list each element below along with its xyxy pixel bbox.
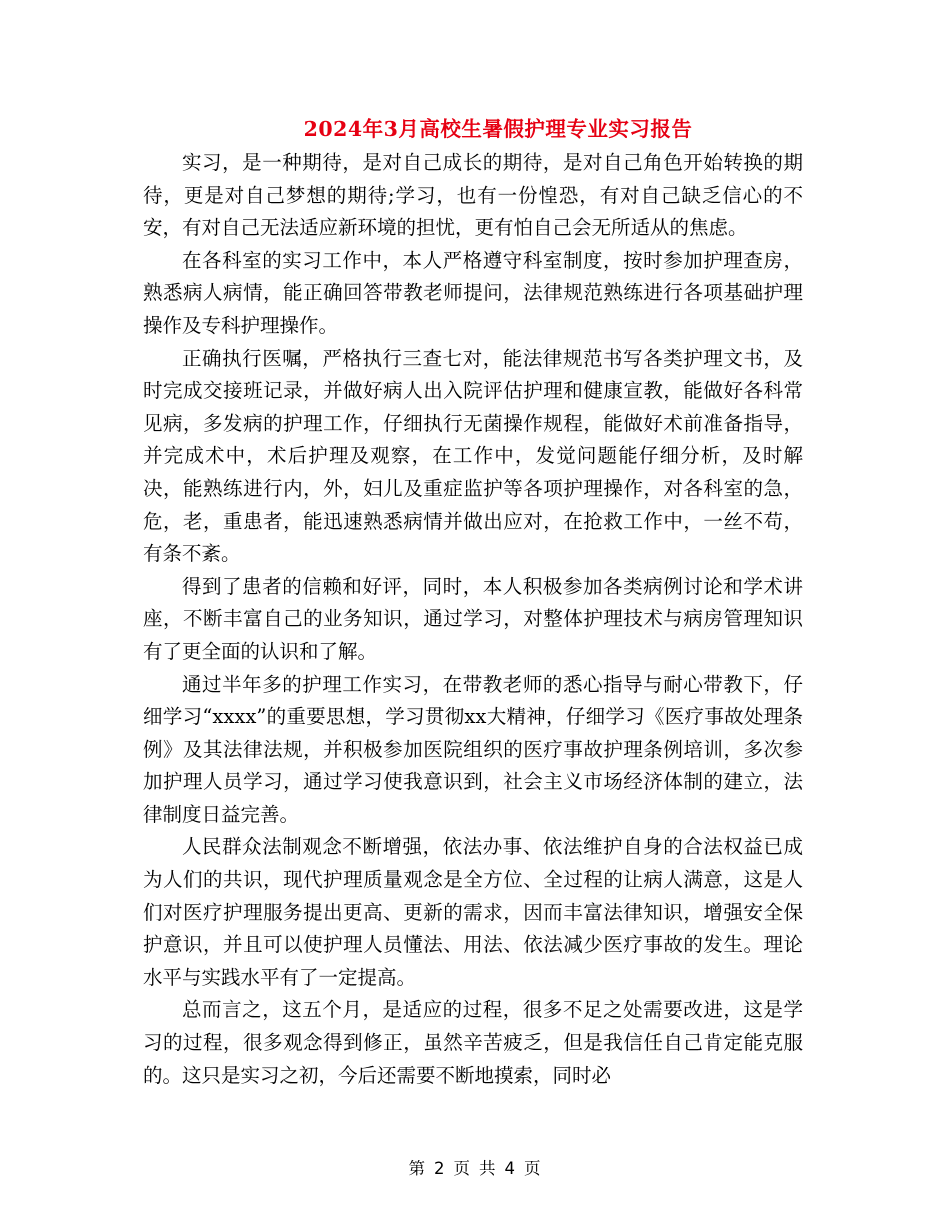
paragraph-7: 总而言之，这五个月，是适应的过程，很多不足之处需要改进，这是学习的过程，很多观念得到修正，虽然辛苦疲乏，但是我信任自己肯定能克服的。这只是实习之初，今后还需要不断地摸索，同时必 bbox=[143, 998, 803, 1087]
footer-total-prefix: 共 bbox=[479, 1159, 497, 1178]
paragraph-4: 得到了患者的信赖和好评，同时，本人积极参加各类病例讨论和学术讲座，不断丰富自己的业务知识，通过学习，对整体护理技术与病房管理知识有了更全面的认识和了解。 bbox=[143, 574, 803, 663]
paragraph-6: 人民群众法制观念不断增强，依法办事、依法维护自身的合法权益已成为人们的共识，现代护理质量观念是全方位、全过程的让病人满意，这是人们对医疗护理服务提出更高、更新的需求，因而丰富法律知识，增强安全保护意识，并且可以使护理人员懂法、用法、依法减少医疗事故的发生。理论水平与实践水平有了一定提高。 bbox=[143, 835, 803, 989]
footer-total-suffix: 页 bbox=[524, 1159, 542, 1178]
paragraph-5: 通过半年多的护理工作实习，在带教老师的悉心指导与耐心带教下，仔细学习“xxxx”的重要思想，学习贯彻xx大精神，仔细学习《医疗事故处理条例》及其法律法规，并积极参加医院组织的医疗事故护理条例培训，多次参加护理人员学习，通过学习使我意识到，社会主义市场经济体制的建立，法律制度日益完善。 bbox=[143, 672, 803, 826]
footer-current-page: 2 bbox=[434, 1159, 446, 1178]
paragraph-1: 实习，是一种期待，是对自己成长的期待，是对自己角色开始转换的期待，更是对自己梦想的期待;学习，也有一份惶恐，有对自己缺乏信心的不安，有对自己无法适应新环境的担忧，更有怕自己会无所适从的焦虑。 bbox=[143, 151, 803, 240]
paragraph-3: 正确执行医嘱，严格执行三查七对，能法律规范书写各类护理文书，及时完成交接班记录，并做好病人出入院评估护理和健康宣教，能做好各科常见病，多发病的护理工作，仔细执行无菌操作规程，能做好术前准备指导，并完成术中，术后护理及观察，在工作中，发觉问题能仔细分析，及时解决，能熟练进行内，外，妇儿及重症监护等各项护理操作，对各科室的急，危，老，重患者，能迅速熟悉病情并做出应对，在抢救工作中，一丝不苟，有条不紊。 bbox=[143, 346, 803, 566]
footer-page-word: 页 bbox=[453, 1159, 471, 1178]
document-title bbox=[0, 112, 950, 142]
footer-page-prefix: 第 bbox=[408, 1159, 426, 1178]
paragraph-2: 在各科室的实习工作中，本人严格遵守科室制度，按时参加护理查房，熟悉病人病情，能正确回答带教老师提问，法律规范熟练进行各项基础护理操作及专科护理操作。 bbox=[143, 248, 803, 337]
document-body bbox=[143, 147, 803, 1092]
page-footer bbox=[0, 1155, 950, 1179]
document-title-text: 2024年3月高校生暑假护理专业实习报告 bbox=[303, 117, 693, 141]
footer-total-pages: 4 bbox=[504, 1159, 516, 1178]
